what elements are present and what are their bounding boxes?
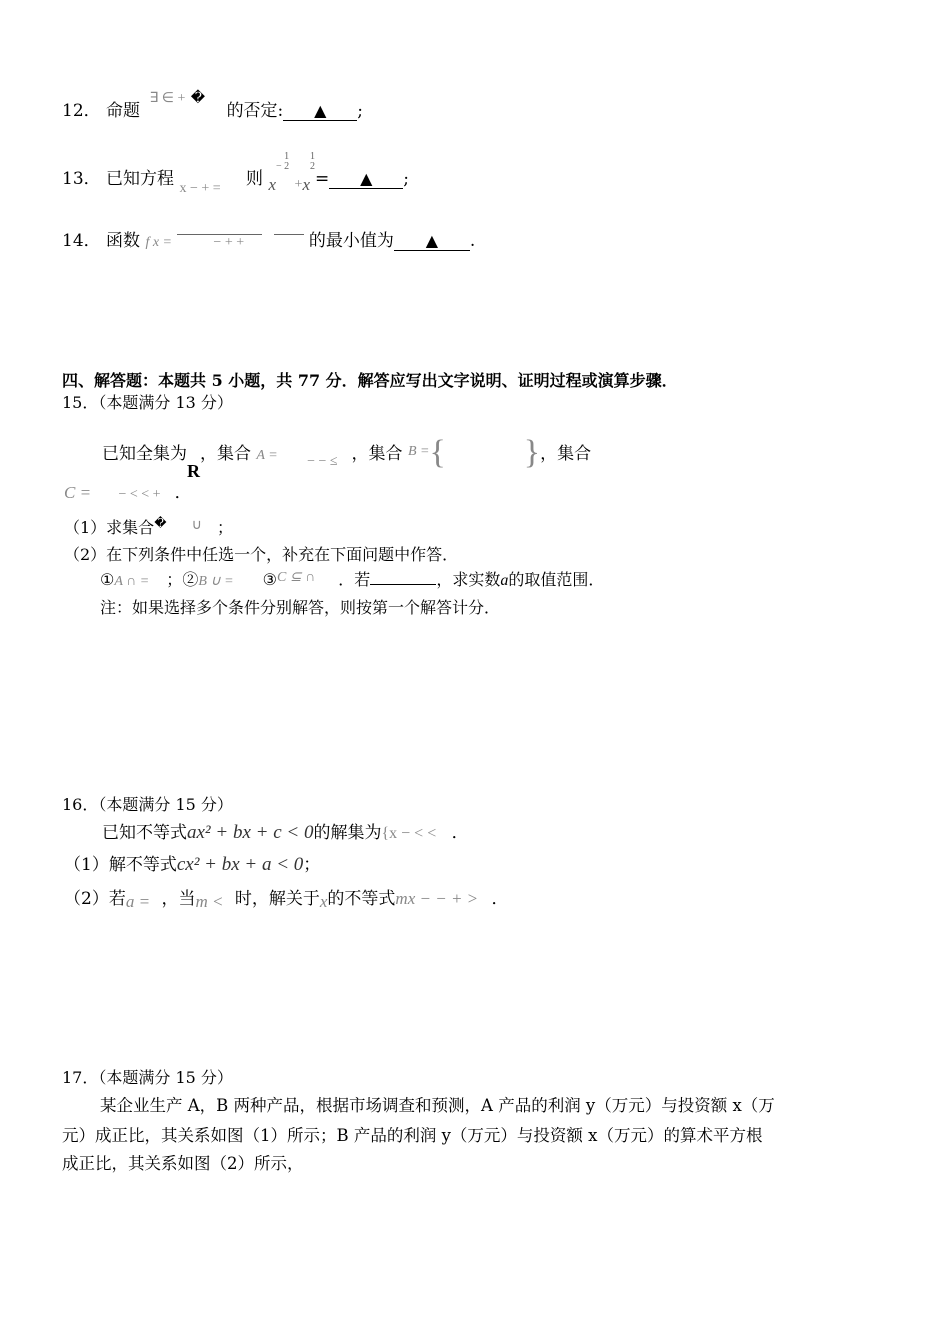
condition-1-marker: ① [100, 570, 115, 589]
condition-2: B ∪ = [198, 574, 234, 589]
punctuation: ； [166, 570, 183, 589]
section-heading: 四、解答题：本题共 5 小题，共 77 分．解答应写出文字说明、证明过程或演算步骤． [62, 371, 678, 390]
punctuation: ． [491, 889, 509, 909]
inequality: mx − − + > [395, 889, 479, 908]
punctuation: ; [403, 169, 409, 189]
question-15-note: 注：如果选择多个条件分别解答，则按第一个解答计分． [100, 598, 501, 617]
question-text: 已知不等式 [102, 823, 187, 843]
set-c-label: C = [64, 483, 92, 502]
unknown-glyph-icon: � [154, 516, 167, 530]
question-15-line2 [64, 478, 192, 503]
part-label: （1）解不等式 [64, 855, 177, 875]
punctuation: . [469, 231, 476, 251]
question-text: ，求实数 [436, 570, 501, 589]
answer-blank [329, 170, 403, 189]
part-label: （2）若 [64, 889, 126, 909]
question-text: ．若 [338, 570, 371, 589]
question-text: 的解集为 [313, 823, 382, 843]
condition-3: C ⊆ ∩ [277, 570, 316, 585]
question-17-line1: 某企业生产 A，B 两种产品，根据市场调查和预测，A 产品的利润 y（万元）与投资额 x（万 [100, 1096, 775, 1115]
question-15-header: 15．（本题满分 13 分） [62, 393, 233, 412]
union-symbol: ∪ [191, 518, 202, 533]
condition-2-marker: ② [182, 570, 199, 589]
exponent [276, 152, 289, 172]
punctuation: ； [303, 855, 321, 875]
question-text: 时，解关于 [234, 889, 320, 909]
question-text: 命题 [106, 101, 141, 121]
math-expression: ∃ ∈ + [149, 91, 186, 106]
question-15-line1 [102, 430, 592, 481]
left-brace-icon: { [429, 434, 446, 471]
universe-symbol: R [187, 461, 200, 481]
question-text: 函数 [106, 231, 141, 251]
triangle-icon: ▲ [314, 101, 327, 120]
question-text: ，集合 [351, 444, 403, 464]
set-c-body: − < < + [118, 487, 161, 502]
question-14 [62, 226, 475, 251]
question-15-part1 [64, 515, 233, 538]
question-17-line3: 成正比，其关系如图（2）所示， [62, 1154, 304, 1173]
question-text: 则 [246, 169, 264, 189]
radical-expression-2 [274, 234, 304, 251]
minus-sign: − [276, 161, 282, 172]
condition-3-marker: ③ [262, 570, 278, 589]
condition-blank [370, 584, 436, 585]
inequality: ax² + bx + c < 0 [187, 822, 314, 843]
denominator: 2 [284, 161, 290, 172]
question-16-header: 16．（本题满分 15 分） [62, 795, 233, 814]
a-equals: a = [125, 892, 151, 911]
math-variable: x [319, 892, 328, 911]
math-variable: x [302, 175, 310, 194]
triangle-icon: ▲ [425, 231, 439, 250]
math-variable: x [268, 175, 276, 194]
unknown-glyph-icon: � [190, 90, 206, 106]
answer-blank [283, 102, 357, 121]
question-16-part2 [64, 884, 509, 909]
set-a-label: A = [256, 448, 278, 463]
question-text: ，当 [161, 889, 196, 909]
set-b-label: B = [407, 444, 430, 459]
question-number: 12． [62, 101, 101, 121]
inequality: cx² + bx + a < 0 [176, 854, 304, 875]
question-number: 14． [62, 231, 101, 251]
question-16-part1 [64, 850, 320, 876]
question-15-part2: （2）在下列条件中任选一个，补充在下面问题中作答． [64, 545, 459, 564]
question-number: 13． [62, 169, 101, 189]
question-13 [62, 151, 409, 196]
question-text: 已知方程 [106, 169, 175, 189]
m-less-than: m < [195, 892, 224, 911]
question-17-line2: 元）成正比，其关系如图（1）所示；B 产品的利润 y（万元）与投资额 x（万元）的算术平方根 [62, 1126, 763, 1145]
question-16-intro [102, 818, 469, 844]
punctuation: ; [357, 101, 364, 121]
part-label: （1）求集合 [64, 518, 155, 537]
answer-blank [394, 232, 470, 251]
question-text: ，集合 [540, 444, 592, 464]
math-equation: x − + = [179, 181, 221, 196]
radical-expression: − + + [177, 234, 262, 251]
right-brace-icon: } [523, 434, 541, 471]
punctuation: ； [216, 518, 233, 537]
question-text: 的最小值为 [308, 231, 394, 251]
exponent [310, 152, 315, 172]
question-15-conditions [100, 567, 604, 590]
solution-set: {x − < < [381, 825, 437, 842]
question-text: 的否定: [226, 101, 284, 121]
function-name: f x = [145, 235, 173, 250]
denominator: 2 [310, 161, 315, 172]
set-a-body: − − ≤ [307, 454, 338, 469]
condition-1: A ∩ = [114, 574, 150, 589]
numerator: 1 [310, 151, 315, 162]
math-variable: a [500, 572, 509, 589]
question-text: 的不等式 [327, 889, 396, 909]
question-text: 的取值范围． [508, 570, 605, 589]
question-17-header: 17．（本题满分 15 分） [62, 1068, 233, 1087]
question-text: 已知全集为 [102, 444, 187, 464]
punctuation: ． [451, 823, 469, 843]
numerator: 1 [284, 151, 290, 162]
punctuation: ． [174, 483, 192, 503]
equals-sign: = [315, 169, 330, 189]
triangle-icon: ▲ [360, 169, 373, 188]
question-12 [62, 90, 364, 121]
plus-sign: + [294, 177, 303, 192]
question-text: ，集合 [200, 444, 251, 464]
